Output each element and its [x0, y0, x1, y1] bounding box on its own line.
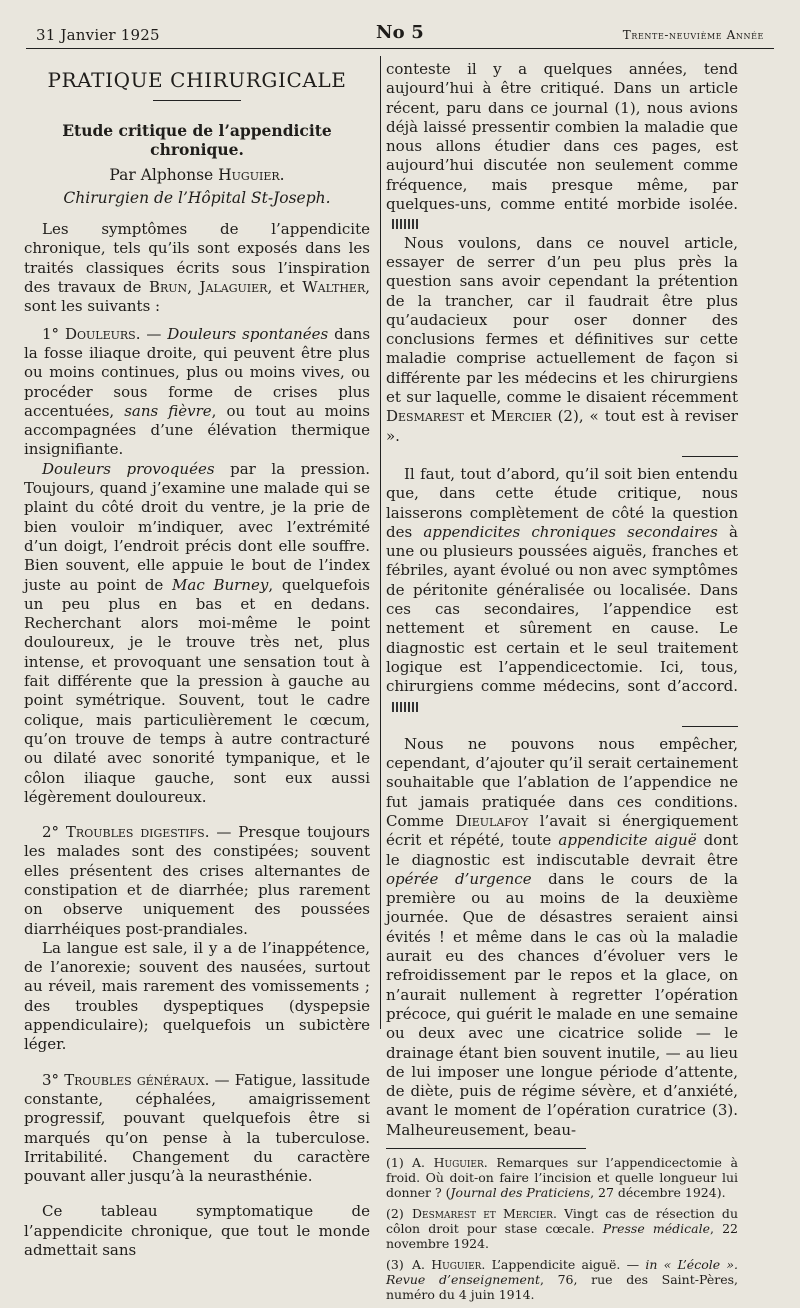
footnote-author: Huguier	[431, 1257, 482, 1273]
italic-run: sans fièvre	[124, 401, 212, 420]
text-run: dans la fosse iliaque droite, qui peuvent être plus ou moins continues, plus ou moins vives, ou procéder sous forme de crises plus accentuées,	[24, 324, 371, 420]
text-run: conteste il y a quelques années, tend aujourd’hui à être critiqué. Dans un article récent, paru dans ce journal (1), nous avions déjà laissé pressentir combien la maladie que nous allons étudier dans ces pages, est aujourd’hui discutée non seulement comme fréquence, mais presque même, par quelques-uns, comme entité morbide isolée.	[386, 60, 738, 214]
italic-run: appendicites chroniques secondaires	[423, 522, 718, 541]
text-run: , quelquefois un peu plus en bas et en dedans. Recherchant alors moi-même le point douloureux, je le trouve très net, plus intense, et provoquant une sensation tout à fait différente que la pression à gauche au point symétrique. Souvent, tout le cadre colique, mais particulièrement le cœcum, qu’on trouve de temps à autre contracturé ou dilaté avec sonorité tympanique, et le côlon iliaque gauche, sont eux aussi légèrement douloureux.	[24, 575, 370, 806]
italic-run: appendicite aiguë	[558, 831, 697, 850]
item-heading: Troubles digestifs	[65, 823, 205, 842]
text-run: . —	[204, 823, 239, 842]
name-desmarest: Desmarest	[386, 407, 464, 426]
text-run: (2), « tout est à reviser ».	[386, 407, 738, 445]
text-run: A.	[412, 1155, 434, 1171]
issue-date: 31 Janvier 1925	[36, 26, 160, 44]
text-run: Nous voulons, dans ce nouvel article, essayer de serrer d’un peu plus près la question sans avoir cependant la prétention de la trancher, car il faudrait être plus qu’audacieux pour oser donner des conclusions fermes et définitives sur cette maladie comprise actuellement de façon si différente par les médecins et les chirurgiens et sur laquelle, comme le disaient récemment	[386, 233, 738, 407]
text-run: . —	[204, 1070, 235, 1089]
text-run: dont le diagnostic est indiscutable devrait être	[386, 831, 738, 869]
footnote-label: (1)	[386, 1155, 404, 1171]
text-run: Il faut, tout d’abord, qu’il soit bien entendu que, dans cette étude critique, nous laisserons complètement de côté la question des	[386, 464, 738, 541]
item-number: 2°	[42, 823, 66, 842]
article-title: Etude critique de l’appendicite chronique.	[62, 121, 332, 160]
item-number: 1°	[42, 324, 65, 343]
footnote-label: (2)	[386, 1206, 404, 1222]
italic-run: in « L’école ». Revue d’enseignement	[386, 1257, 738, 1288]
paragraph-il-faut	[386, 465, 738, 716]
author-affiliation: Chirurgien de l’Hôpital St-Joseph.	[63, 188, 331, 207]
text-run: , ou tout au moins accompagnées d’une élévation thermique insignifiante.	[24, 401, 371, 459]
footnote-1	[386, 1155, 738, 1200]
text-run: . —	[135, 324, 168, 343]
item-heading: Troubles généraux	[64, 1070, 205, 1089]
left-column	[24, 60, 370, 1260]
right-column	[386, 60, 738, 1308]
paragraph-douleurs-provoquees	[24, 460, 370, 807]
italic-run: Journal des Praticiens	[450, 1185, 591, 1201]
name-dieulafoy: Dieulafoy	[455, 811, 529, 830]
text-run: Les symptômes de l’appendicite chronique, tels qu’ils sont exposés dans les traités classiques écrits sous l’inspiration des travaux de	[24, 220, 370, 297]
section-title: PRATIQUE CHIRURGICALE	[47, 68, 347, 92]
item-heading: Douleurs	[64, 324, 136, 343]
text-run: . L’appendicite aiguë. —	[481, 1257, 646, 1273]
paragraph-continuation	[386, 60, 738, 234]
text-run: par la pression. Toujours, quand j’examine une malade qui se plaint du côté droit du ventre, je la prie de bien vouloir m’indiquer, avec l’extrémité d’un doigt, l’endroit précis dont elle souffre. Bien souvent, elle appuie le bout de l’index juste au point de	[24, 459, 371, 594]
paragraph-intro	[24, 220, 370, 316]
italic-run: Mac Burney	[172, 575, 269, 594]
text-run: , 22 novembre 1924.	[386, 1221, 738, 1252]
text-run: . Remarques sur l’appendicectomie à froid. Où doit-on faire l’incision et quelle longueur lui donner ? (	[386, 1155, 738, 1201]
paragraph-troubles-digestifs	[24, 823, 370, 939]
text-run: Fatigue, lassitude constante, céphalées, amaigrissement progressif, pouvant quelquefois être si marqués qu’on pense à la tuberculose. Irritabilité. Changement du caractère pouvant aller jusqu’à la neurasthénie.	[24, 1070, 371, 1186]
text-run: ,	[187, 278, 200, 297]
author-suffix: .	[279, 165, 285, 184]
text-run: , et	[267, 278, 303, 297]
text-run: , sont les suivants :	[24, 278, 371, 316]
author-name: Huguier	[218, 165, 280, 184]
name-jalaguier: Jalaguier	[199, 278, 268, 297]
text-run: , 27 décembre 1924).	[590, 1185, 726, 1201]
header-rule	[26, 48, 774, 49]
footnote-author: Desmarest et Mercier	[412, 1206, 553, 1222]
section-separator	[682, 456, 738, 457]
column-divider	[380, 56, 381, 1029]
author-prefix: Par Alphonse	[109, 165, 219, 184]
paragraph-nous-voulons	[386, 234, 738, 446]
name-mercier: Mercier	[490, 407, 552, 426]
issue-number: No 5	[375, 22, 425, 43]
paragraph-nous-ne-pouvons	[386, 735, 738, 1140]
italic-run: Douleurs spontanées	[167, 324, 329, 343]
footnote-label: (3)	[386, 1257, 404, 1273]
item-number: 3°	[42, 1070, 65, 1089]
running-header	[36, 22, 764, 48]
paragraph-tableau: Ce tableau symptomatique de l’appendicite chronique, que tout le monde admettait sans	[24, 1202, 370, 1260]
paragraph-douleurs	[24, 325, 370, 460]
footnote-author: Huguier	[433, 1155, 484, 1171]
paragraph-troubles-generaux	[24, 1071, 370, 1187]
section-separator	[682, 726, 738, 727]
paragraph-langue: La langue est sale, il y a de l’inappétence, de l’anorexie; souvent des nausées, surtout au réveil, mais rarement des vomissements ; des troubles dyspeptiques (dyspepsie appendiculaire); quelquefois un subictère léger.	[24, 938, 370, 1054]
text-run: . Vingt cas de résection du côlon droit pour stase cœcale.	[386, 1206, 738, 1237]
text-run: , 76, rue des Saint-Pères, numéro du 4 juin 1914.	[386, 1272, 738, 1303]
text-run: à une ou plusieurs poussées aiguës, franches et fébriles, ayant évolué ou non avec symptômes de péritonite généralisée ou localisée. Dans ces cas secondaires, l’appendice est nettement et sûrement en cause. Le diagnostic est certain et le seul traitement logique est l’appendicectomie. Ici, tous, chirurgiens comme médecins, sont d’accord.	[386, 522, 738, 696]
name-walther: Walther	[302, 278, 366, 297]
title-rule	[153, 100, 241, 101]
footnote-3	[386, 1257, 738, 1302]
footnote-rule	[386, 1148, 586, 1149]
text-run: et	[463, 407, 491, 426]
text-run: l’avait si énergiquement écrit et répété, toute	[386, 811, 738, 850]
name-brun: Brun	[148, 278, 188, 297]
printer-ornament-icon	[392, 702, 418, 712]
text-run: Presque toujours les malades sont des constipées; souvent elles présentent des crises alternantes de constipation et de diarrhée; plus rarement on observe uniquement des poussées diarrhéiques post-prandiales.	[24, 823, 370, 938]
footnote-2	[386, 1206, 738, 1251]
italic-run: Presse médicale	[602, 1221, 710, 1237]
text-run: A.	[412, 1257, 432, 1273]
text-run: dans le cours de la première ou au moins de la deuxième journée. Que de désastres seraient ainsi évités ! et même dans le cas où la maladie aurait eu des chances d’évoluer vers le refroidissement par le repos et la glace, on n’aurait nullement à regretter l’opération précoce, qui guérit le malade en une semaine ou deux avec une cicatrice solide — le drainage étant bien souvent inutile, — au lieu de lui imposer une longue période d’attente, de diète, puis de régime sévère, et d’anxiété, avant le moment de l’opération curatrice (3). Malheureusement, beau-	[386, 869, 738, 1139]
printer-ornament-icon	[392, 219, 418, 229]
author-line	[24, 166, 370, 185]
italic-run: Douleurs provoquées	[42, 459, 215, 478]
text-run: Nous ne pouvons nous empêcher, cependant, d’ajouter qu’il serait certainement souhaitable que l’ablation de l’appendice ne fut jamais pratiquée dans ces conditions. Comme	[386, 734, 738, 830]
italic-run: opérée d’urgence	[386, 869, 532, 888]
volume-year: Trente-neuvième Année	[622, 28, 764, 42]
